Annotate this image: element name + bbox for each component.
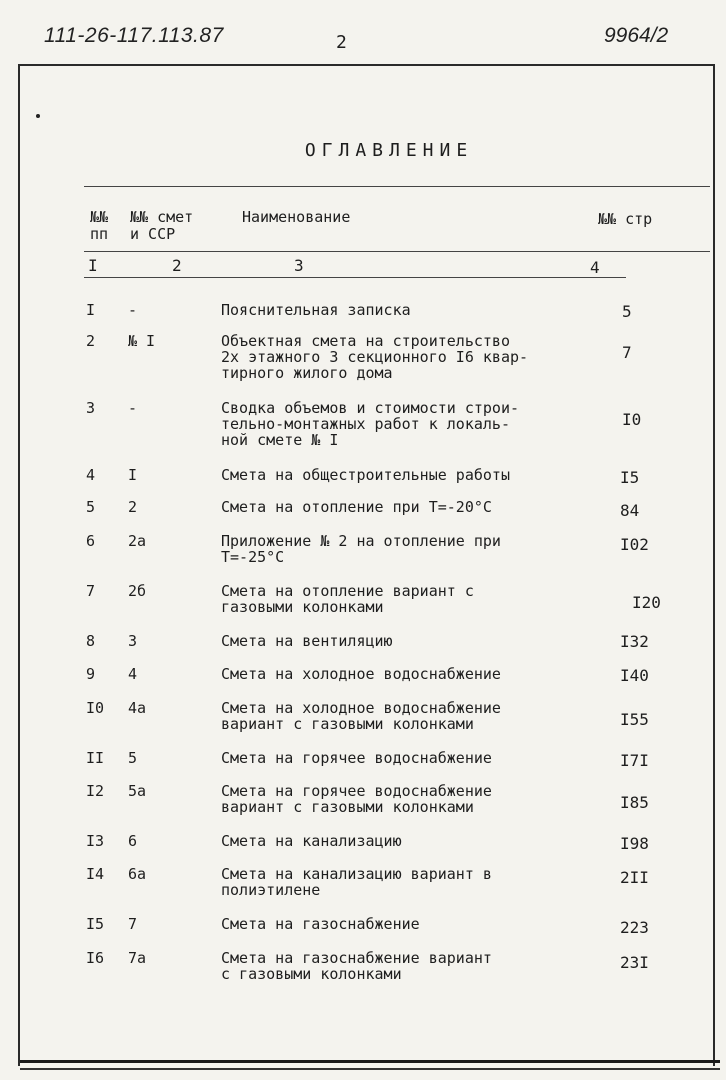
row-estimate: 5а [128, 782, 147, 800]
row-name: Смета на горячее водоснабжение вариант с газовыми колонками [221, 782, 492, 816]
row-page: I55 [620, 710, 649, 729]
column-number-3: 3 [294, 256, 304, 275]
row-name: Смета на отопление вариант с газовыми колонками [221, 582, 474, 616]
row-page: I98 [620, 834, 649, 853]
column-number-2: 2 [172, 256, 182, 275]
row-name: Смета на горячее водоснабжение [221, 749, 492, 767]
row-name: Смета на газоснабжение вариант с газовыми колонками [221, 949, 492, 983]
header-bottom-rule [84, 251, 710, 252]
row-estimate: 7а [128, 949, 147, 967]
row-name: Смета на канализацию вариант в полиэтилене [221, 865, 492, 899]
row-name: Смета на отопление при T=-20°C [221, 498, 492, 516]
column-number-4: 4 [590, 258, 600, 277]
row-estimate: № I [128, 332, 156, 350]
row-number: I0 [86, 699, 105, 717]
row-name: Смета на газоснабжение [221, 915, 420, 933]
row-number: II [86, 749, 105, 767]
row-name: Приложение № 2 на отопление при T=-25°C [221, 532, 501, 566]
row-page: 7 [622, 343, 632, 362]
row-page: 84 [620, 501, 640, 520]
row-estimate: 4а [128, 699, 147, 717]
row-number: 8 [86, 632, 96, 650]
row-estimate: 7 [128, 915, 138, 933]
row-estimate: I [128, 466, 138, 484]
row-number: I2 [86, 782, 105, 800]
row-estimate: 3 [128, 632, 138, 650]
row-estimate: - [128, 399, 138, 417]
row-estimate: 5 [128, 749, 138, 767]
frame-bottom-line [20, 1060, 720, 1063]
row-page: I85 [620, 793, 649, 812]
row-name: Пояснительная записка [221, 301, 411, 319]
column-numbers-rule [84, 277, 626, 278]
page-title: ОГЛАВЛЕНИЕ [304, 140, 474, 161]
row-number: I [86, 301, 96, 319]
row-number: I3 [86, 832, 105, 850]
frame-right-line [713, 66, 715, 1066]
row-page: 23I [620, 953, 649, 972]
ink-dot [36, 114, 40, 118]
row-estimate: 4 [128, 665, 138, 683]
row-page: I7I [620, 751, 649, 770]
header-estimate: №№ смет и ССР [130, 208, 194, 243]
header-page: №№ стр [598, 210, 653, 228]
header-num: №№ пп [90, 208, 109, 243]
row-estimate: 6 [128, 832, 138, 850]
page-number: 2 [336, 32, 347, 53]
row-number: I4 [86, 865, 105, 883]
row-number: 9 [86, 665, 96, 683]
frame-bottom-line-2 [20, 1068, 720, 1070]
row-number: 3 [86, 399, 96, 417]
row-number: 6 [86, 532, 96, 550]
row-estimate: 6а [128, 865, 147, 883]
row-name: Объектная смета на строительство 2х этажного 3 секционного I6 квар- тирного жилого дома [221, 332, 529, 382]
row-page: I5 [620, 468, 640, 487]
row-number: I6 [86, 949, 105, 967]
row-page: I0 [622, 410, 642, 429]
row-estimate: - [128, 301, 138, 319]
row-name: Смета на канализацию [221, 832, 402, 850]
header-name: Наименование [242, 208, 351, 226]
row-page: I32 [620, 632, 649, 651]
inventory-number: 9964/2 [604, 24, 669, 47]
row-number: I5 [86, 915, 105, 933]
table-top-rule [84, 186, 710, 187]
row-name: Смета на вентиляцию [221, 632, 393, 650]
row-estimate: 2а [128, 532, 147, 550]
row-estimate: 2б [128, 582, 147, 600]
row-number: 5 [86, 498, 96, 516]
row-number: 2 [86, 332, 96, 350]
frame-left-line [18, 66, 20, 1066]
row-page: I02 [620, 535, 649, 554]
row-number: 7 [86, 582, 96, 600]
row-page: I40 [620, 666, 649, 685]
frame-top-line [18, 64, 715, 66]
row-estimate: 2 [128, 498, 138, 516]
column-number-1: I [88, 256, 98, 275]
row-page: 2II [620, 868, 649, 887]
row-page: 223 [620, 918, 649, 937]
row-page: 5 [622, 302, 632, 321]
row-name: Смета на холодное водоснабжение вариант с газовыми колонками [221, 699, 501, 733]
row-page: I20 [632, 593, 661, 612]
row-number: 4 [86, 466, 96, 484]
document-code: 111-26-117.113.87 [44, 24, 224, 47]
row-name: Сводка объемов и стоимости строи- тельно-монтажных работ к локаль- ной смете № I [221, 399, 520, 449]
row-name: Смета на общестроительные работы [221, 466, 510, 484]
row-name: Смета на холодное водоснабжение [221, 665, 501, 683]
